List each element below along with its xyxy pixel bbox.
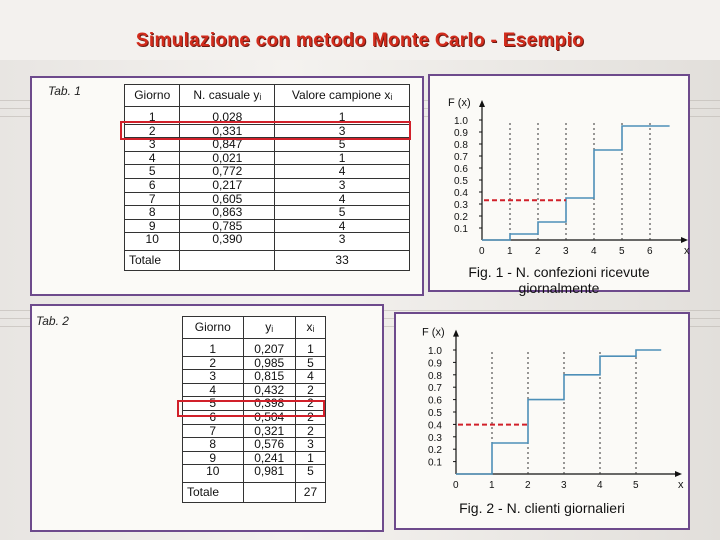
y-tick-label: 0.5 xyxy=(454,176,468,187)
table-cell: 9 xyxy=(125,219,180,233)
table-cell: 0,985 xyxy=(243,356,295,370)
table-row xyxy=(125,178,410,192)
table-total-row xyxy=(125,250,410,270)
column-header: xᵢ xyxy=(295,317,325,339)
table-cell: 0,772 xyxy=(180,165,275,179)
column-header: Giorno xyxy=(125,85,180,107)
x-tick-label: 5 xyxy=(619,246,625,257)
slide-title: Simulazione con metodo Monte Carlo - Esempio xyxy=(135,30,585,51)
fig1-caption-line1: Fig. 1 - N. confezioni ricevute xyxy=(468,264,650,280)
table-cell: 3 xyxy=(183,370,244,384)
x-tick-label: 2 xyxy=(525,480,531,491)
total-label: Totale xyxy=(125,250,180,270)
table-cell: 0,981 xyxy=(243,465,295,483)
table-row xyxy=(183,356,326,370)
table-cell: 0,605 xyxy=(180,192,275,206)
y-axis-label: F (x) xyxy=(448,97,471,109)
table-row xyxy=(125,233,410,251)
table1-highlight-row xyxy=(120,121,411,140)
table-cell: 2 xyxy=(295,383,325,397)
fig1-panel xyxy=(428,74,690,296)
table-row xyxy=(183,438,326,452)
x-tick-label: 6 xyxy=(647,246,653,257)
table-cell: 0,785 xyxy=(180,219,275,233)
table-cell: 0,217 xyxy=(180,178,275,192)
table-cell: 10 xyxy=(125,233,180,251)
fig2-caption: Fig. 2 - N. clienti giornalieri xyxy=(459,500,625,516)
x-tick-label: 4 xyxy=(591,246,597,257)
table-cell: 0,331 xyxy=(180,124,275,138)
x-tick-label: 3 xyxy=(563,246,569,257)
table-cell: 0,432 xyxy=(243,383,295,397)
table-cell: 5 xyxy=(295,465,325,483)
table-row xyxy=(125,151,410,165)
table-cell: 1 xyxy=(295,451,325,465)
table-row xyxy=(183,339,326,357)
table-row xyxy=(183,424,326,438)
y-tick-label: 0.4 xyxy=(454,188,468,199)
table-cell: 0,390 xyxy=(180,233,275,251)
table2-caption: Tab. 2 xyxy=(36,314,69,328)
fig2-chart xyxy=(396,314,688,528)
table-cell: 4 xyxy=(275,219,410,233)
table-row xyxy=(125,219,410,233)
x-tick-label: 2 xyxy=(535,246,541,257)
table-cell: 1 xyxy=(125,107,180,125)
table-total-row xyxy=(183,482,326,502)
y-tick-label: 0.6 xyxy=(454,164,468,175)
y-tick-label: 1.0 xyxy=(454,116,468,127)
y-tick-label: 0.6 xyxy=(428,395,442,407)
table-cell: 0,028 xyxy=(180,107,275,125)
x-tick-label: 3 xyxy=(561,480,567,491)
table-cell: 0,576 xyxy=(243,438,295,452)
table-cell: 7 xyxy=(183,424,244,438)
table-row xyxy=(183,465,326,483)
table-cell: 5 xyxy=(275,206,410,220)
y-tick-label: 0.7 xyxy=(454,152,468,163)
x-tick-label: 1 xyxy=(489,480,495,491)
column-header: yᵢ xyxy=(243,317,295,339)
y-tick-label: 0.7 xyxy=(428,383,442,395)
table-cell: 0,321 xyxy=(243,424,295,438)
table-cell: 7 xyxy=(125,192,180,206)
fig2-panel xyxy=(394,312,690,530)
table-row xyxy=(125,165,410,179)
table-cell: 3 xyxy=(125,138,180,152)
table-cell: 4 xyxy=(183,383,244,397)
y-axis-label: F (x) xyxy=(422,326,445,339)
table-row xyxy=(183,383,326,397)
table-cell: 0,021 xyxy=(180,151,275,165)
total-empty-cell xyxy=(180,250,275,270)
table1 xyxy=(124,84,410,271)
table-cell: 4 xyxy=(295,370,325,384)
table-cell: 2 xyxy=(295,424,325,438)
table-cell: 8 xyxy=(183,438,244,452)
table-cell: 4 xyxy=(275,192,410,206)
y-tick-label: 0.3 xyxy=(428,432,442,444)
total-value: 33 xyxy=(275,250,410,270)
table-cell: 0,241 xyxy=(243,451,295,465)
table-cell: 0,504 xyxy=(243,410,295,424)
table-cell: 0,847 xyxy=(180,138,275,152)
table2-highlight-row xyxy=(177,400,325,417)
table-cell: 1 xyxy=(295,339,325,357)
table-cell: 5 xyxy=(275,138,410,152)
y-tick-label: 0.1 xyxy=(428,457,442,469)
y-tick-label: 0.2 xyxy=(428,445,442,457)
table-header-row xyxy=(125,85,410,107)
column-header: N. casuale yᵢ xyxy=(180,85,275,107)
fig1-caption xyxy=(430,264,688,296)
y-tick-label: 0.1 xyxy=(454,224,468,235)
table-cell: 5 xyxy=(125,165,180,179)
y-axis-arrow xyxy=(453,330,459,337)
y-tick-label: 0.9 xyxy=(428,358,442,370)
table-row xyxy=(183,370,326,384)
table-cell: 8 xyxy=(125,206,180,220)
x-tick-label: 4 xyxy=(597,480,603,491)
table-cell: 3 xyxy=(275,178,410,192)
table-cell: 4 xyxy=(275,165,410,179)
x-axis-arrow xyxy=(681,237,688,243)
y-tick-label: 0.8 xyxy=(454,140,468,151)
table-cell: 6 xyxy=(125,178,180,192)
table-cell: 5 xyxy=(295,356,325,370)
table-header-row xyxy=(183,317,326,339)
table-cell: 2 xyxy=(125,124,180,138)
table-cell: 5 xyxy=(183,397,244,411)
table-cell: 0,863 xyxy=(180,206,275,220)
table-cell: 9 xyxy=(183,451,244,465)
fig1-chart xyxy=(430,76,688,290)
table-cell: 1 xyxy=(275,151,410,165)
column-header: Valore campione xᵢ xyxy=(275,85,410,107)
table-cell: 0,815 xyxy=(243,370,295,384)
table-cell: 6 xyxy=(183,410,244,424)
column-header: Giorno xyxy=(183,317,244,339)
total-empty-cell xyxy=(243,482,295,502)
table-cell: 10 xyxy=(183,465,244,483)
cdf-step-line xyxy=(456,350,661,474)
table-cell: 3 xyxy=(295,438,325,452)
table-cell: 0,398 xyxy=(243,397,295,411)
total-value: 27 xyxy=(295,482,325,502)
x-tick-label: 1 xyxy=(507,246,513,257)
table-row xyxy=(183,451,326,465)
y-tick-label: 0.4 xyxy=(428,420,442,432)
y-tick-label: 0.5 xyxy=(428,408,442,419)
table-cell: 2 xyxy=(295,397,325,411)
table-cell: 2 xyxy=(183,356,244,370)
table-cell: 1 xyxy=(275,107,410,125)
y-tick-label: 0.2 xyxy=(454,212,468,223)
y-tick-label: 0.3 xyxy=(454,200,468,211)
x-tick-label: 5 xyxy=(633,480,639,491)
x-axis-arrow xyxy=(675,471,682,477)
table1-panel xyxy=(30,76,424,296)
fig1-caption-line2: giornalmente xyxy=(518,280,600,296)
table-cell: 3 xyxy=(275,124,410,138)
x-axis-label: x xyxy=(684,245,690,257)
y-tick-label: 1.0 xyxy=(428,346,442,357)
x-tick-label: 0 xyxy=(479,246,485,257)
y-axis-arrow xyxy=(479,100,485,107)
y-tick-label: 0.9 xyxy=(454,128,468,139)
table2-panel xyxy=(30,304,384,532)
table-cell: 2 xyxy=(295,410,325,424)
x-tick-label: 0 xyxy=(453,480,459,491)
table-row xyxy=(125,206,410,220)
table-cell: 1 xyxy=(183,339,244,357)
table-cell: 0,207 xyxy=(243,339,295,357)
total-label: Totale xyxy=(183,482,244,502)
y-tick-label: 0.8 xyxy=(428,370,442,382)
table1-caption: Tab. 1 xyxy=(48,84,81,98)
table-cell: 4 xyxy=(125,151,180,165)
table-row xyxy=(125,192,410,206)
table-cell: 3 xyxy=(275,233,410,251)
x-axis-label: x xyxy=(678,479,684,491)
